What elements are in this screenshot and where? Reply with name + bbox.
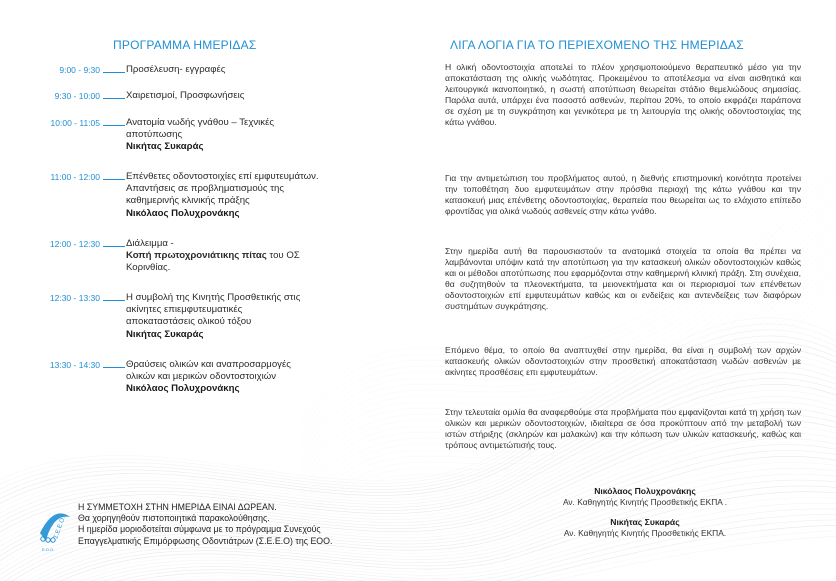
svg-text:Ε.Ο.Ο.: Ε.Ο.Ο. (42, 547, 55, 552)
description-panel (445, 0, 805, 581)
agenda-time: 12:30 - 13:30 (49, 293, 100, 303)
agenda-time: 12:00 - 12:30 (49, 239, 100, 249)
agenda-time: 11:00 - 12:00 (50, 172, 100, 182)
agenda-divider (103, 246, 125, 247)
speaker-name: Νικήτας Συκαράς (126, 141, 204, 153)
signature-block (495, 486, 795, 508)
agenda-divider (103, 367, 125, 368)
signature-name: Νικήτας Συκαράς (610, 517, 680, 527)
signature-name: Νικόλαος Πολυχρονάκης (594, 486, 696, 496)
note-line: Θα χορηγηθούν πιστοποιητικά παρακολούθησης. (78, 513, 270, 524)
agenda-text: Η συμβολή της Κινητής Προσθετικής στις ακίνητες επιεμφυτευματικές αποκαταστάσεις ολικού τόξου Νικήτας Συκαράς (126, 292, 396, 341)
signature-title: Αν. Καθηγητής Κινητής Προσθετικής ΕΚΠΑ. (563, 528, 727, 538)
note-line: Η ΣΥΜΜΕΤΟΧΗ ΣΤΗΝ ΗΜΕΡΙΔΑ ΕΙΝΑΙ ΔΩΡΕΑΝ. (78, 502, 277, 512)
speaker-name: Νικόλαος Πολυχρονάκης (126, 383, 240, 395)
note-line: Η ημερίδα μοριοδοτείται σύμφωνα με το πρόγραμμα Συνεχούς (78, 524, 321, 535)
agenda-text: Διάλειμμα - Κοπή πρωτοχρονιάτικης πίτας του ΟΣ Κορινθίας. (126, 238, 300, 274)
speaker-name: Νικήτας Συκαράς (126, 328, 204, 340)
description-paragraph: Στην ημερίδα αυτή θα παρουσιαστούν τα ανατομικά στοιχεία τα οποία θα πρέπει να λαμβάνονται υπόψιν κατά την αποτύπωση για την κατασκευή ολικών οδοντοστοιχιών καθώς και οι μέθοδοι αποτύπωσης που εφαρμόζονται στην καθημερινή κλινική πράξη. Στη συνέχεια, θα συζητηθούν τα πλεονεκτήματα, τα μειονεκτήματα και οι περιορισμοί των επένθετων οδοντοστοιχιών επί εμφυτευμάτων καθώς και οι ενδείξεις και αντενδείξεις των διαφόρων συστημάτων συγκράτησης. (445, 246, 801, 311)
description-paragraph: Επόμενο θέμα, το οποίο θα αναπτυχθεί στην ημερίδα, θα είναι η συμβολή των αρχών κατασκευής ολικών οδοντοστοιχιών στην προσθετική αποκατάσταση νωδών ασθενών με ακίνητες προσθέσεις επι εμφυτευμάτων. (445, 345, 801, 377)
speaker-name: Νικόλαος Πολυχρονάκης (126, 207, 240, 219)
agenda-time: 9:30 - 10:00 (54, 91, 100, 101)
description-paragraph: Για την αντιμετώπιση του προβλήματος αυτού, η διεθνής επιστημονική κοινότητα προτείνει την τοποθέτηση δυο εμφυτευμάτων στην πρόσθια περιοχή της κάτω γνάθου και την κατασκευή μιας επένθετης οδοντοστοιχίας, θεραπεία που θεωρείται ως το ελάχιστο επίπεδο φροντίδας για ολικά νωδούς ασθενείς στην κάτω γνάθο. (445, 173, 801, 216)
agenda-time: 13:30 - 14:30 (49, 360, 100, 370)
agenda-text: Ανατομία νωδής γνάθου – Τεχνικές αποτύπωσης Νικήτας Συκαράς (126, 117, 396, 154)
agenda-text: Χαιρετισμοί, Προσφωνήσεις (126, 90, 245, 101)
description-title: ΛΙΓΑ ΛΟΓΙΑ ΓΙΑ ΤΟ ΠΕΡΙΕΧΟΜΕΝΟ ΤΗΣ ΗΜΕΡΙΔΑΣ (450, 38, 744, 52)
agenda-divider (103, 125, 125, 126)
note-line: Επαγγελματικής Επιμόρφωσης Οδοντιάτρων (Σ.Ε.Ε.Ο) της ΕΟΟ. (78, 535, 333, 546)
agenda-text: Επένθετες οδοντοστοιχίες επί εμφυτευμάτων. Απαντήσεις σε προβληματισμούς της καθημερινής κλινικής πράξης Νικόλαος Πολυχρονάκης (126, 171, 396, 220)
agenda-divider (103, 300, 125, 301)
agenda-text: Προσέλευση- εγγραφές (126, 64, 226, 75)
agenda-text: Θραύσεις ολικών και αναπροσαρμογές ολικών και μερικών οδοντοστοιχιών Νικόλαος Πολυχρονάκης (126, 359, 396, 396)
agenda-time: 9:00 - 9:30 (59, 65, 100, 75)
agenda-divider (103, 72, 125, 73)
agenda-title: ΠΡΟΓΡΑΜΜΑ ΗΜΕΡΙΔΑΣ (113, 38, 257, 52)
signature-block (495, 517, 795, 539)
description-paragraph: Στην τελευταία ομιλία θα αναφερθούμε στα προβλήματα που εμφανίζονται κατά τη χρήση των ολικών και μερικών οδοντοστοιχιών, ιδιαίτερα σε όσα προκύπτουν από την μεταβολή των ιστών στήριξης (σκληρών και μαλακών) και την κόπωση των υλικών κατασκευής, καθώς και τρόπους αντιμετώπισής τους. (445, 407, 801, 450)
agenda-divider (103, 98, 125, 99)
description-paragraph: Η ολική οδοντοστοιχία αποτελεί το πλέον χρησιμοποιούμενο θεραπευτικό μέσο για την αποκατάσταση της ολικής νωδότητας. Προκειμένου το αποτέλεσμα να είναι αισθητικά και λειτουργικά ικανοποιητικό, η σωστή αποτύπωση θεωρείται στάδιο θεμελιώδους σημασίας. Παρόλα αυτά, υπάρχει ένα ποσοστό ασθενών, περίπου 20%, το οποίο εκφράζει παράπονα σε σχέση με τη συγκράτηση και γενικότερα με τη λειτουργία της ολικής οδοντοστοιχίας της κάτω γνάθου. (445, 62, 801, 127)
agenda-panel (30, 0, 410, 581)
agenda-time: 10:00 - 11:05 (50, 118, 100, 128)
agenda-divider (103, 179, 125, 180)
signature-title: Αν. Καθηγητής Κινητής Προσθετικής ΕΚΠΑ . (562, 497, 728, 507)
svg-text:Σ.Ε.Ε.Ο.: Σ.Ε.Ε.Ο. (53, 515, 67, 540)
